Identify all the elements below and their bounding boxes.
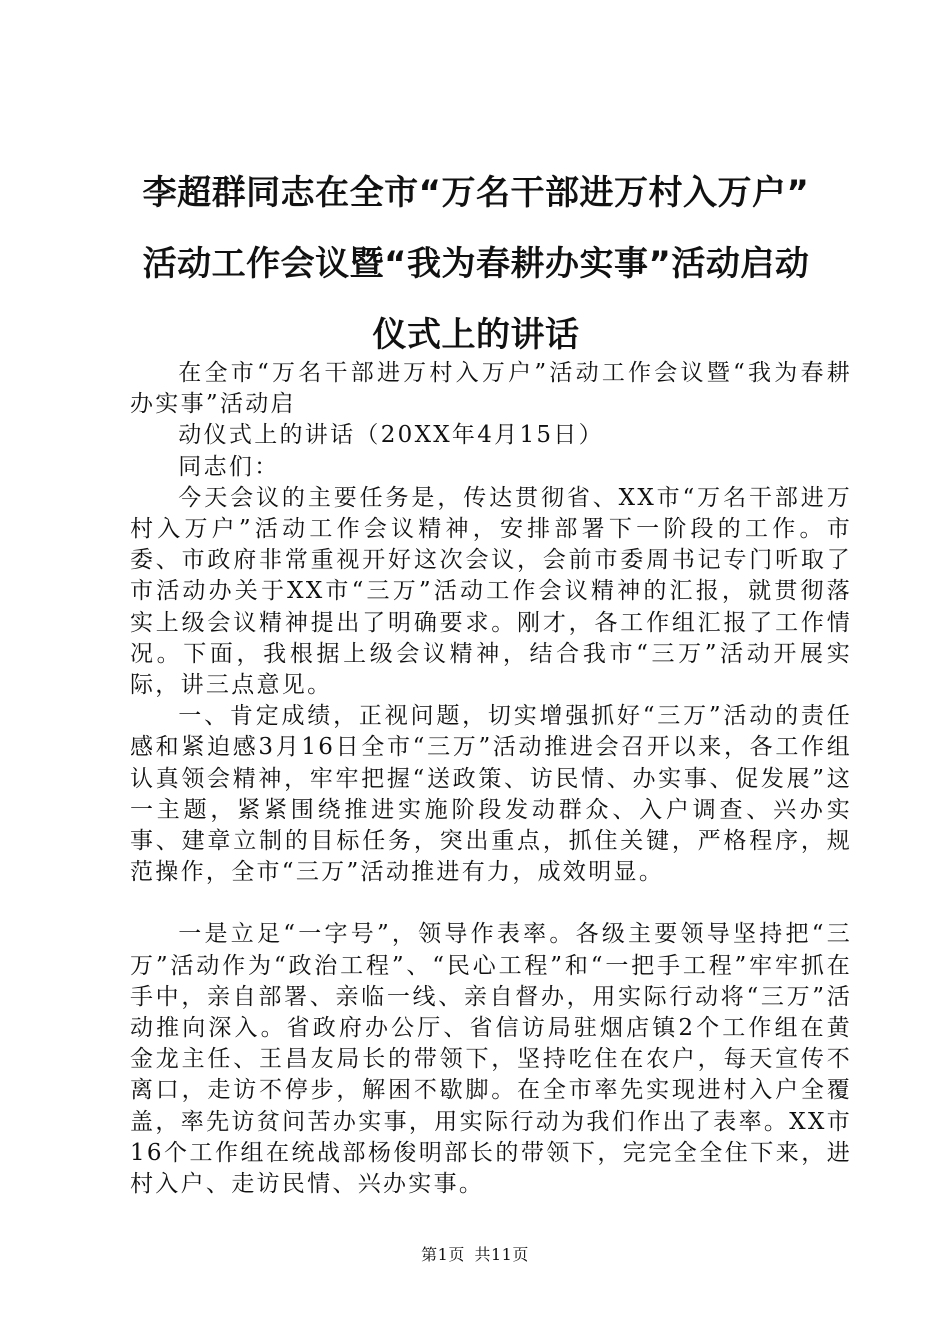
- title-line-1: 李超群同志在全市“万名干部进万村入万户”: [142, 173, 810, 213]
- page-footer: [0, 1242, 950, 1265]
- subtitle-line-2: 动仪式上的讲话（20XX年4月15日）: [178, 422, 604, 449]
- subtitle-line-1: 在全市“万名干部进万村入万户”活动工作会议暨“我为春耕办实事”活动启: [130, 360, 852, 418]
- page-number: 第1页: [421, 1245, 465, 1264]
- document-body: [130, 358, 852, 1200]
- paragraph-section-one: 一、肯定成绩，正视问题，切实增强抓好“三万”活动的责任感和紧迫感3月16日全市“三万”活动推进会召开以来，各工作组认真领会精神，牢牢把握“送政策、访民情、办实事、促发展”这一主题，紧紧围绕推进实施阶段发动群众、入户调查、兴办实事、建章立制的目标任务，突出重点，抓住关键，严格程序，规范操作，全市“三万”活动推进有力，成效明显。: [130, 703, 852, 886]
- salutation: 同志们：: [178, 453, 280, 480]
- title-line-3: 仪式上的讲话: [372, 315, 580, 355]
- page-total: 共11页: [474, 1245, 529, 1264]
- title-line-2: 活动工作会议暨“我为春耕办实事”活动启动: [142, 244, 810, 284]
- paragraph-point-one: 一是立足“一字号”，领导作表率。各级主要领导坚持把“三万”活动作为“政治工程”、“民心工程”和“一把手工程”牢牢抓在手中，亲自部署、亲临一线、亲自督办，用实际行动将“三万”活动推向深入。省政府办公厅、省信访局驻烟店镇2个工作组在黄金龙主任、王昌友局长的带领下，坚持吃住在农户，每天宣传不离口，走访不停步，解困不歇脚。在全市率先实现进村入户全覆盖，率先访贫问苦办实事，用实际行动为我们作出了表率。XX市16个工作组在统战部杨俊明部长的带领下，完完全全住下来，进村入户、走访民情、兴办实事。: [130, 921, 852, 1198]
- paragraph-intro: 今天会议的主要任务是，传达贯彻省、XX市“万名干部进万村入万户”活动工作会议精神，安排部署下一阶段的工作。市委、市政府非常重视开好这次会议，会前市委周书记专门听取了市活动办关于XX市“三万”活动工作会议精神的汇报，就贯彻落实上级会议精神提出了明确要求。刚才，各工作组汇报了工作情况。下面，我根据上级会议精神，结合我市“三万”活动开展实际，讲三点意见。: [130, 484, 852, 699]
- document-title: [118, 158, 834, 371]
